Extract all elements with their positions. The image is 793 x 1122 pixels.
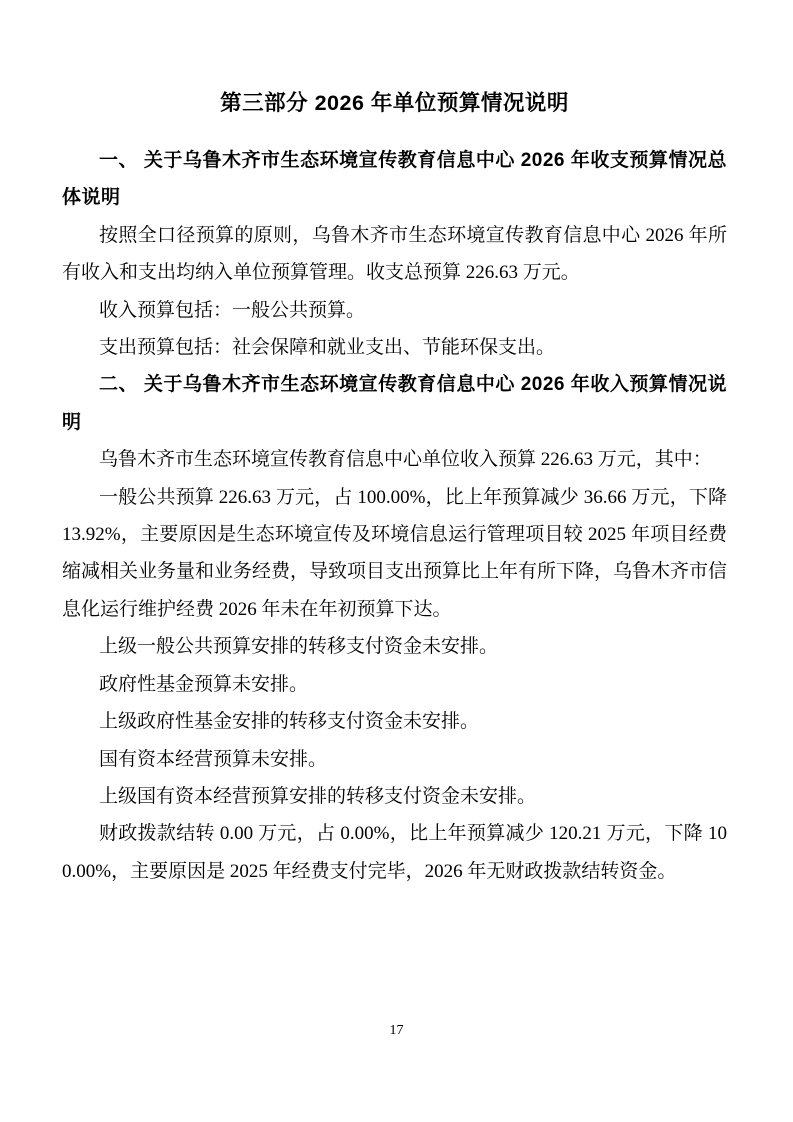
section-2-paragraph-general-budget: 一般公共预算 226.63 万元，占 100.00%，比上年预算减少 36.66 万元，下降 13.92%，主要原因是生态环境宣传及环境信息运行管理项目较 2025 年项目经费缩减相关业务量和业务经费，导致项目支出预算比上年有所下降，乌鲁木齐市信息化运行维护经费 2026 年未在年初预算下达。 xyxy=(62,486,728,620)
section-1-heading: 一、 关于乌鲁木齐市生态环境宣传教育信息中心 2026 年收支预算情况总体说明 xyxy=(62,150,727,209)
section-2-paragraph-carryover-funds: 财政拨款结转 0.00 万元，占 0.00%，比上年预算减少 120.21 万元，下降 100.00%，主要原因是 2025 年经费支付完毕，2026 年无财政拨款结转资金。 xyxy=(62,823,727,882)
page-number: 17 xyxy=(389,1023,404,1038)
document-title: 第三部分 2026 年单位预算情况说明 xyxy=(220,91,569,115)
section-2-paragraph-total-income: 乌鲁木齐市生态环境宣传教育信息中心单位收入预算 226.63 万元，其中： xyxy=(99,449,712,471)
section-1-paragraph-expenditure-scope: 支出预算包括：社会保障和就业支出、节能环保支出。 xyxy=(99,337,556,359)
section-2-paragraph-transfer-payment: 上级一般公共预算安排的转移支付资金未安排。 xyxy=(99,636,499,658)
section-2-paragraph-gov-fund-transfer: 上级政府性基金安排的转移支付资金未安排。 xyxy=(99,711,480,733)
section-2-heading: 二、 关于乌鲁木齐市生态环境宣传教育信息中心 2026 年收入预算情况说明 xyxy=(62,374,727,433)
section-2-paragraph-gov-fund: 政府性基金预算未安排。 xyxy=(99,673,309,695)
section-2-paragraph-state-capital-transfer: 上级国有资本经营预算安排的转移支付资金未安排。 xyxy=(99,785,537,807)
section-1-paragraph-overview: 按照全口径预算的原则，乌鲁木齐市生态环境宣传教育信息中心 2026 年所有收入和支出均纳入单位预算管理。收支总预算 226.63 万元。 xyxy=(62,224,727,284)
section-1-paragraph-income-scope: 收入预算包括：一般公共预算。 xyxy=(99,299,366,321)
section-2-paragraph-state-capital: 国有资本经营预算未安排。 xyxy=(99,748,328,770)
